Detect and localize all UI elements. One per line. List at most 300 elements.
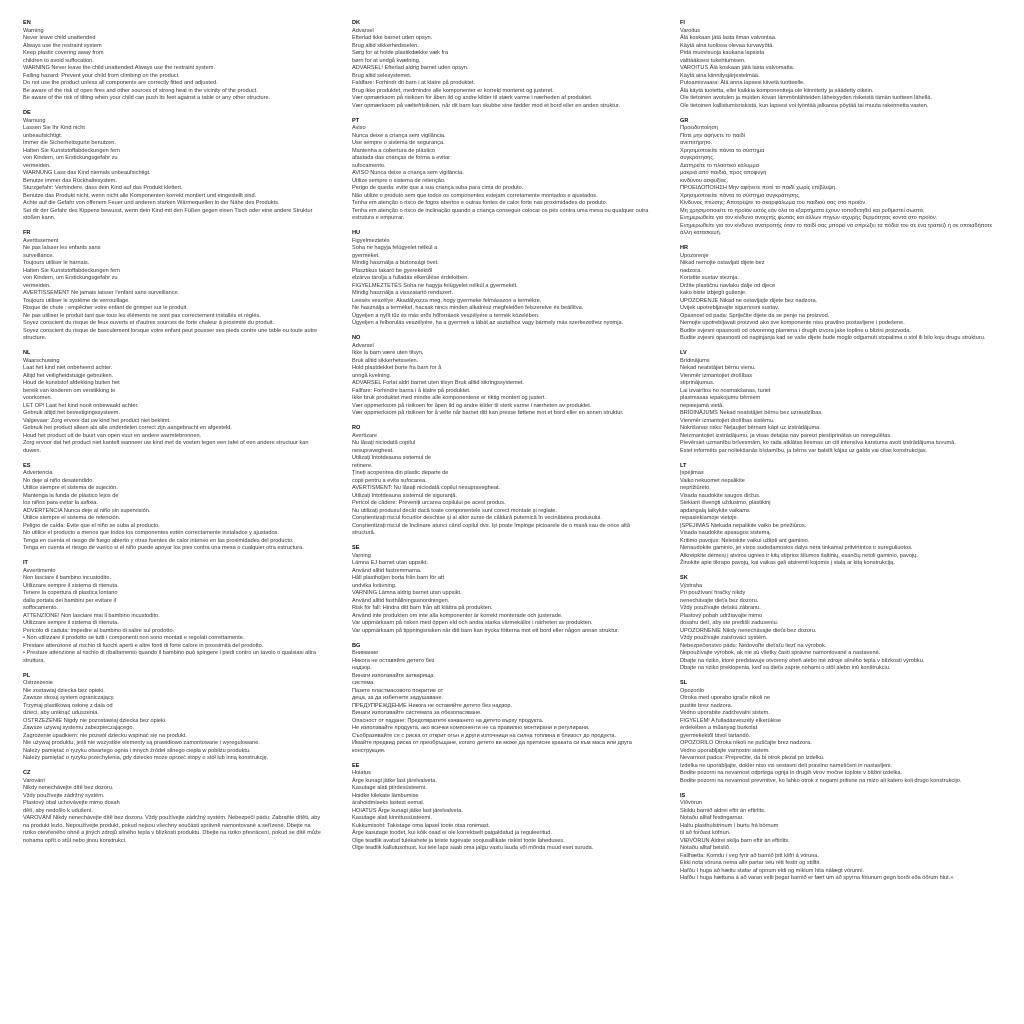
warning-line: Varování: [23, 777, 45, 784]
warning-line: Ενημερωθείτε για τον κίνδυνο ανατροπής όταν το παιδί σας μπορεί να σπρώξει τα πόδια του σε ένα τραπέζι ή σε οποιαδήποτε άλλη κατασκευή.: [680, 222, 993, 236]
warning-line: Ενημερωθείτε για τον κίνδυνο ανοιχτής φωτιάς και άλλων πηγών ισχυρής θερμότητας κοντά στο προϊόν.: [680, 215, 938, 221]
column-1: [23, 20, 323, 853]
warning-line: Držite plastičnu navlaku dalje od djece: [680, 282, 776, 289]
warning-line: Esiet informēts par noliekšanās bīstamību, ja bērns var balstīt kājas uz galda vai citas konstrukcijas.: [680, 447, 928, 454]
warning-section-cz: [23, 770, 323, 845]
language-code: FR: [23, 230, 31, 236]
warning-line: Var uppmärksam på tippningsrisken när ditt barn kan trycka fötterna mot ett bord eller någon annan struktur.: [352, 627, 619, 634]
warning-line: sufocamento.: [352, 162, 386, 169]
warning-line: HOIATUS Ärge kunagi jätke last järelvalveta.: [352, 807, 463, 814]
warning-section-it: [23, 560, 323, 665]
warning-line: Nikdy nenechávejte dítě bez dozoru.: [23, 785, 114, 791]
warning-line: Mantenga la funda de plástico lejos de: [23, 492, 119, 499]
warning-line: gyermekektől távol tartandó.: [680, 732, 751, 739]
warning-line: children to avoid suffocation.: [23, 57, 94, 64]
warning-line: Opozorilo: [680, 687, 704, 694]
warning-line: nepieejamā vietā.: [680, 402, 724, 409]
warning-line: Pievērsiet uzmanību brīvesmām, ko rada atklātas liesmas un citi intensīva karstuma avoti izstrādājuma tuvumā.: [680, 440, 956, 446]
warning-section-fr: [23, 230, 323, 343]
warning-line: Pericol de cădere: Preveniți urcarea copilului pe acest produs.: [352, 500, 506, 506]
warning-line: unngå kvelning.: [352, 372, 392, 379]
warning-line: érdekében a műanyag burkolat: [680, 725, 758, 731]
warning-line: BRĪDINĀJUMS Nekad neatstājiet bērnu bez uzraudzības.: [680, 410, 823, 416]
language-code: HU: [352, 230, 361, 236]
warning-section-fi: [680, 20, 1002, 110]
warning-line: Toujours utiliser le harnais.: [23, 260, 90, 266]
warning-line: Χρησιμοποιείτε πάντα το σύστημα συγκράτησης.: [680, 192, 801, 199]
warning-section-sk: [680, 575, 1002, 673]
warning-line: Advertencia: [23, 470, 53, 476]
warning-line: Varoitus: [680, 27, 701, 34]
warning-line: von Kindern, um Erstickungsgefahr zu: [23, 275, 118, 281]
language-code: HR: [680, 245, 689, 251]
warning-line: Žinokite apie tikrapo pavojų, kai vaikas gali atsiremti kojomis į stalą ar kitą konstrukciją.: [680, 560, 895, 566]
warning-line: Sei dir der Gefahr des Kippens bewusst, wenn dein Kind mit den Füßen gegen einen Tisch oder eine andere Struktur stoßen kann.: [23, 207, 313, 221]
warning-line: Atkreipkite dėmesį į atviros ugnies ir kitų stiprios šilumos šaltinių, esančių netoli gaminio, pavojų.: [680, 552, 918, 559]
warning-line: Avertissement: [23, 237, 59, 244]
warning-line: Opasnost od pada: Spriječite dijete da se penje na proizvod.: [680, 312, 830, 319]
warning-line: ανεπιτήρητο.: [680, 140, 713, 146]
warning-section-lv: [680, 350, 1002, 455]
warning-line: Kasutage alati piirdesüsteemi.: [352, 785, 427, 791]
warning-line: Avvertimento: [23, 567, 56, 574]
warning-line: FIGYELEM! A fulladásveszély elkerülése: [680, 717, 782, 724]
warning-line: bereik van kinderen om verstikking te: [23, 387, 116, 394]
warning-line: UPOZORENJE Nikad ne ostavljajte dijete bez nadzora.: [680, 297, 818, 304]
warning-line: pustite brez nadzora.: [680, 702, 733, 709]
warning-section-lt: [680, 463, 1002, 568]
warning-line: Viðvörun: [680, 800, 702, 806]
warning-line: Olge teadlik kallutusohust, kui teie laps saab oma jalgu vastu lauda või mõnda muud eset suruda.: [352, 845, 594, 851]
warning-section-bg: [352, 643, 652, 756]
warning-line: Halten Sie Kunststoffabdeckungen fern: [23, 267, 120, 274]
column-3: [680, 20, 1002, 890]
warning-line: välttääksesi tukehtumisen.: [680, 57, 746, 64]
warning-line: Vždy používajte detskú zábranu.: [680, 605, 761, 611]
warning-line: Kasutage alati kinnitussüsteemi.: [352, 815, 432, 821]
warning-line: Tenere la copertura di plastica lontano: [23, 590, 118, 596]
warning-section-es: [23, 463, 323, 553]
warning-line: Dbajte na riziko preklopenia, keď sa dieťa zaprie nohami o stôl alebo inú konštrukciu.: [680, 665, 891, 671]
warning-line: Ügyeljen a felborulás veszélyére, ha a gyermek a lábát az asztalhoz vagy bármely más szerkezethez nyomja.: [352, 320, 624, 326]
warning-line: Lassen Sie Ihr Kind nicht: [23, 125, 85, 131]
warning-line: No deje al niño desatendido.: [23, 477, 94, 484]
language-code: LV: [680, 350, 687, 356]
warning-line: nesupravegheat.: [352, 447, 394, 454]
warning-line: Χρησιμοποιείτε πάντα το σύστημα: [680, 147, 765, 154]
warning-line: Vienmēr izmantojiet drošības sistēmu.: [680, 417, 775, 424]
warning-line: Använd alltid fasthållningsanordningen.: [352, 597, 450, 604]
warning-section-ee: [352, 763, 652, 853]
warning-section-is: [680, 793, 1002, 883]
warning-line: Utilizați întotdeauna sistemul de: [352, 455, 431, 461]
warning-line: VIÐVÖRUN Aldrei skilja barn eftir án eftirlits.: [680, 837, 790, 844]
warning-line: Fallfare: Forhindre barna i å klatre på produktet.: [352, 387, 471, 394]
warning-line: Lai izvairītos no nosmakšanas, turiet: [680, 387, 771, 394]
warning-section-sl: [680, 680, 1002, 785]
warning-line: Не използвайте продукта, ако всички компоненти не са правилно монтирани и регулирани.: [352, 725, 590, 731]
warning-line: Vær oppmerksom på risikoen for å velte når barnet ditt kan presse føttene mot et bord eller en annen struktur.: [352, 410, 624, 416]
warning-line: Μη χρησιμοποιείτε το προϊόν εκτός εάν όλα τα εξαρτήματα έχουν τοποθετηθεί και ρυθμιστεί σωστά.: [680, 207, 925, 214]
warning-line: Tenha em atenção o risco de inclinação quando a criança conseguir colocar os pés contra uma mesa ou qualquer outra estrutura e empurrar.: [352, 207, 649, 221]
language-code: RO: [352, 425, 361, 431]
warning-line: Nu utilizați produsul decât dacă toate componentele sunt corect montate și reglate.: [352, 507, 557, 514]
warning-line: Ole tietoinen kallistumisriskistä, kun lapsesi voi työntää jalkansa pöytää tai muuta rakennetta vasten.: [680, 102, 929, 109]
warning-line: Pidä muovisuoja kaukana lapsista: [680, 50, 765, 56]
warning-line: Conștientizați riscul focurilor deschise și al altor surse de căldură puternică în vecinătatea produsului.: [352, 515, 602, 521]
warning-line: Warning: [23, 27, 44, 34]
warning-line: Zawsze używaj systemu zabezpieczającego.: [23, 725, 134, 731]
warning-line: Nikad nemojte ostavljati dijete bez: [680, 260, 765, 266]
warning-line: Ne pas utiliser le produit tant que tous les éléments ne sont pas correctement installés et réglés.: [23, 312, 261, 319]
language-code: PL: [23, 672, 31, 679]
warning-line: Съобразявайте се с риска от открит огън и други източници на силна топлина в близост до продукта.: [352, 732, 617, 739]
warning-line: κινδύνου ασφυξίας.: [680, 177, 729, 184]
warning-line: Kritimo pavojus: Neleiskite vaikui užlipti ant gaminio.: [680, 537, 810, 544]
warning-line: Benutze immer das Rückhaltesystem.: [23, 177, 117, 184]
warning-line: børn for at undgå kvælning.: [352, 57, 421, 64]
warning-line: Bodite pozorni na nevarnost prevrnitve, ko lahko otrok z nogami pritisne na mizo ali katero koli drugo konstrukcijo.: [680, 777, 962, 784]
warning-line: Benutze das Produkt nicht, wenn nicht alle Komponenten korrekt montiert und eingestellt sind.: [23, 192, 257, 199]
warning-line: Peligro de caída: Evite que el niño se suba al producto.: [23, 522, 160, 529]
language-code: SL: [680, 680, 688, 686]
warning-line: Brug altid sikkerhedsselen.: [352, 42, 419, 49]
warning-line: VAROVÁNÍ Nikdy nenechávejte dítě bez dozoru. Vždy používejte zádržný systém. Nebezpečí pádu: Zabraňte dítěti, aby na produkt lezlo. Nepoužívejte produkt, pokud nejsou všechny součásti správně namontované a seřízené. Dbejte na riziko otevřeného ohně a jiných zdrojů silného tepla v blízkosti produktu. Dbejte na riziko převrácení, pokud se dítě může nohama opřít o stůl nebo jinou konstrukci.: [23, 815, 321, 844]
warning-line: Utilizzare sempre il sistema di ritenuta.: [23, 582, 119, 589]
warning-line: Κίνδυνος πτώσης: Αποτρέψτε το σκαρφάλωμα του παιδιού σας στο προϊόν.: [680, 200, 867, 206]
warning-line: Skildu barnið aldrei eftir án eftirlits.: [680, 807, 766, 814]
warning-line: Ekki nota vöruna nema allir partar séu rétt festir og stilltir.: [680, 860, 821, 866]
warning-line: copii pentru a evita sufocarea.: [352, 477, 427, 484]
warning-line: Ostrzeżenie: [23, 680, 53, 686]
warning-line: OPOZORILO Otroka nikoli ne puščajte brez nadzora.: [680, 740, 812, 746]
language-code: NL: [23, 350, 31, 356]
warning-line: • Non utilizzare il prodotto se tutti i componenti non sono montati e regolati correttamente.: [23, 635, 245, 641]
warning-section-en: [23, 20, 323, 103]
warning-line: Laat het kind niet onbeheerd achter.: [23, 365, 113, 371]
warning-line: Soha ne hagyja felügyelet nélkül a: [352, 245, 438, 251]
warning-line: unbeaufsichtigt.: [23, 132, 63, 139]
warning-line: los niños para evitar la asfixia.: [23, 500, 98, 506]
warning-line: Achte auf die Gefahr von offenem Feuer und anderen starken Wärmequellen in der Nähe des Produkts.: [23, 200, 280, 206]
warning-line: Neizmantojiet izstrādājumu, ja visas detaļas nav pareizi piestiprinātas un noregulētas.: [680, 432, 892, 439]
warning-line: VAROITUS Älä koskaan jätä lasta valvomatta.: [680, 65, 795, 71]
warning-line: Gebruik het product alleen als alle onderdelen correct zijn aangebracht en afgesteld.: [23, 425, 232, 431]
warning-line: Hafðu í huga hættuna á að varan velti þegar barnið er fært um að spyrna fótunum gegn borði eða öðrum hlut.»: [680, 875, 954, 881]
warning-line: Brug ikke produktet, medmindre alle komponenter er korrekt monteret og justeret.: [352, 87, 554, 94]
warning-line: Bruk alltid sikkerhetsselen.: [352, 357, 419, 364]
warning-line: Vždy používejte zádržný systém.: [23, 792, 105, 799]
warning-line: Be aware of the risk of open fires and other sources of strong heat in the vicinity of the product.: [23, 87, 258, 94]
warning-line: Halten Sie Kunststoffabdeckungen fern: [23, 147, 120, 154]
warning-line: система.: [352, 680, 375, 686]
warning-line: Výstraha: [680, 582, 703, 589]
warning-line: Nemojte upotrebljavati proizvod ako sve komponente nisu pravilno postavljene i podešene.: [680, 320, 905, 326]
language-code: ES: [23, 462, 31, 469]
warning-line: Внимание: [352, 650, 379, 656]
warning-line: Utilizzare sempre il sistema di ritenuta.: [23, 620, 119, 626]
warning-line: Efterlad ikke barnet uden opsyn.: [352, 35, 433, 41]
warning-line: OSTRZEŻENIE Nigdy nie pozostawiaj dziecka bez opieki.: [23, 717, 167, 724]
warning-line: Aviso: [352, 125, 366, 131]
warning-line: Mindig használja a visszatartó rendszert.: [352, 290, 454, 296]
warning-line: Never leave child unattended: [23, 35, 96, 41]
warning-line: Hoidke kilekate lämbumise: [352, 792, 419, 799]
warning-line: Izdelka ne uporabljajte, dokler niso vsi sestavni deli pravilno nameščeni in nastavljeni.: [680, 762, 893, 769]
warning-line: neprižiūrėto.: [680, 485, 711, 491]
warning-line: Ikke bruk produktet med mindre alle komponentene er riktig montert og justert.: [352, 395, 547, 401]
warning-line: Nepoužívajte výrobok, ak nie sú všetky časti správne namontované a nastavené.: [680, 650, 881, 656]
warning-line: Țineți acoperirea din plastic departe de: [352, 470, 449, 476]
warning-line: Ikke la barn være uten tilsyn.: [352, 350, 424, 356]
warning-line: Nokrišanas risks: Neļaujiet bērnam kāpt uz izstrādājuma.: [680, 425, 821, 431]
warning-line: ADVARSEL Forlat aldri barnet uten tilsyn Bruk alltid sikringssystemet.: [352, 380, 524, 386]
warning-line: Be aware of the risk of tilting when your child can push its feet against a table or any other structure.: [23, 95, 271, 101]
warning-line: soffocamento.: [23, 605, 59, 611]
warning-line: VARNING Lämna aldrig barnet utan uppsikt.: [352, 590, 462, 596]
warning-line: Visada naudokite saugos diržus.: [680, 492, 761, 499]
warning-line: AVERTISMENT: Nu lăsați niciodată copilul nesupravegheat.: [352, 485, 501, 491]
warning-line: надзор.: [352, 665, 372, 671]
warning-line: Olge teadlik avatud tulekahete ja teiste tugevate soojusallikate riskist toote läheduses.: [352, 837, 565, 844]
warning-line: Hafðu í huga að hættu stafar af opnum eldi og miklum hita nálægt vörunni.: [680, 867, 865, 874]
warning-line: Perigo de queda: evite que a sua criança suba para cima do produto.: [352, 185, 524, 191]
warning-line: Upozorenje: [680, 252, 709, 259]
language-code: EE: [352, 762, 360, 769]
warning-line: • Prestare attenzione al rischio di ribaltamento quando il bambino può spingere i piedi contro un tavolo o qualsiasi altra struttura.: [23, 650, 317, 664]
warning-line: Mantenha a cobertura de plástico: [352, 147, 436, 154]
warning-line: Fallhætta: Komdu í veg fyrir að barnið þitt klifri á vöruna.: [680, 852, 819, 859]
warning-line: Nevarnost padca: Preprečite, da bi otrok plezal po izdelku.: [680, 755, 825, 761]
warning-line: Įspėjimas: [680, 470, 704, 476]
warning-line: WARNING Never leave the child unattended.Always use the restraint system.: [23, 65, 215, 71]
warning-line: Brīdinājums: [680, 357, 710, 364]
warning-line: Notaðu alltaf festingarnar.: [680, 815, 744, 821]
warning-line: Conștientizați riscul de înclinare atunci când copilul dvs. își poate împinge picioarele de o masă sau de orice altă structură.: [352, 522, 630, 536]
warning-line: ADVERTENCIA Nunca deje al niño sin supervisión.: [23, 507, 151, 514]
warning-line: Nu lăsați niciodată copilul: [352, 440, 416, 446]
warning-line: Vær oppmerksom på risikoen for åpen ild og andre kilder til sterk varme i nærheten av produktet.: [352, 402, 592, 409]
warning-line: Vaiko nekuomet nepalikite: [680, 477, 745, 484]
warning-line: FIGYELMEZTETÉS Soha ne hagyja felügyelet nélkül a gyermekét.: [352, 282, 518, 289]
warning-line: Ügyeljen a nyílt tűz és más erős hőforrások veszélyére a termék közelében.: [352, 312, 540, 319]
warning-line: μακριά από παιδιά, προς αποφυγή: [680, 170, 767, 176]
warning-line: Brug altid selesystemet.: [352, 72, 412, 79]
warning-line: ADVARSEL! Efterlad aldrig barnet uden opsyn.: [352, 65, 469, 71]
warning-line: Zawsze stosuj system ograniczający.: [23, 695, 115, 701]
warning-line: деца, за да избегнете задушаване.: [352, 695, 444, 701]
warning-line: Always use the restraint system: [23, 42, 102, 49]
warning-section-pt: [352, 118, 652, 223]
warning-line: Ärge kasutage toodet, kui kõik osad ei ole korrektselt paigaldatud ja reguleeritud.: [352, 830, 552, 836]
language-code: PT: [352, 117, 360, 124]
warning-line: Kukkumisoht: Takistage oma lapsel toote otsa ronimast.: [352, 822, 490, 829]
warning-line: nadzora.: [680, 267, 702, 274]
warning-line: plastmasas iepakojumu bērniem: [680, 395, 761, 401]
warning-line: Hold plastdekket borte fra barn for å: [352, 365, 442, 371]
warning-line: nenechávajte dieťa bez dozoru.: [680, 597, 759, 604]
warning-line: Leesés veszélye: Akadályozza meg, hogy gyermeke felmásszon a termékre.: [352, 297, 542, 304]
warning-line: dalla portata dei bambini per evitare il: [23, 597, 116, 604]
warning-line: Mindig használja a biztonsági övet.: [352, 260, 439, 266]
language-code: SK: [680, 575, 688, 581]
warning-line: ĮSPĖJIMAS Niekada nepalikite vaiko be priežiūros.: [680, 522, 807, 529]
warning-line: Nie używaj produktu, jeśli nie wszystkie elementy są prawidłowo zamontowane i wyregulowane.: [23, 740, 260, 746]
language-code: IS: [680, 792, 686, 799]
warning-line: Plastový obal uchovávejte mimo dosah: [23, 800, 120, 806]
warning-line: Älä koskaan jätä lasta ilman valvontaa.: [680, 35, 777, 41]
warning-line: Figyelmeztetés: [352, 237, 390, 244]
warning-line: Винаги използвайте системата за обезопасяване.: [352, 710, 482, 716]
warning-line: Hoiatus: [352, 770, 371, 776]
warning-line: Varning: [352, 552, 371, 559]
warning-line: συγκράτησης.: [680, 155, 715, 161]
warning-line: Vedno uporabljajte varnostni sistem.: [680, 747, 770, 754]
warning-line: nepasiekiamoje vietoje.: [680, 515, 739, 521]
language-code: DE: [23, 110, 31, 116]
warning-line: Sørg for at holde plastikdække væk fra: [352, 50, 449, 56]
warning-line: Risk för fall: Hindra ditt barn från att klättra på produkten.: [352, 605, 493, 611]
warning-line: Pericolo di caduta: impedire al bambino di salire sul prodotto.: [23, 627, 175, 634]
warning-line: Käytä aina kiinnitysjärjestelmää.: [680, 72, 760, 79]
warning-line: Haltu plasthulstrinum í burtu frá börnum: [680, 822, 779, 829]
warning-line: Valgevaar: Zorg ervoor dat uw kind het product niet beklimt.: [23, 417, 171, 424]
warning-line: vermeiden.: [23, 282, 51, 289]
warning-line: dzieci, aby uniknąć uduszenia.: [23, 710, 99, 716]
warning-line: Tenha em atenção o risco de fogos abertos e outras fontes de calor forte nas proximidades do produto.: [352, 200, 608, 206]
warning-line: Προειδοποίηση: [680, 125, 719, 131]
warning-section-hu: [352, 230, 652, 328]
warning-line: dětí, aby nedošlo k udušení.: [23, 807, 93, 814]
warning-line: Plastový pobah udržiavajte mimo: [680, 612, 763, 619]
warning-line: Advarsel: [352, 27, 374, 34]
warning-line: Utilice siempre el sistema de retención.: [23, 515, 121, 521]
warning-line: Vær opmærksom på væltefrisikoen, når dit barn kan skubbe sine fødder mod et bord eller en anden struktur.: [352, 102, 621, 109]
warning-line: Prestare attenzione al rischio di fuochi aperti e altre fonti di forte calore in prossimità del prodotto.: [23, 642, 264, 649]
language-code: CZ: [23, 770, 31, 776]
warning-line: Houd de kunststof afdekking buiten het: [23, 380, 120, 386]
warning-line: Винаги използвайте затваряща: [352, 672, 434, 679]
warning-line: UPOZORNENIE Nikdy nenechávajte dieťa bez dozoru.: [680, 627, 817, 634]
warning-line: Ne pas laisser les enfants sans: [23, 245, 101, 251]
warning-line: ПРЕДУПРЕЖДЕНИЕ Никога не оставяйте детето без надзор.: [352, 702, 513, 709]
warning-line: ATTENZIONE! Non lasciare mai il bambino incustodito.: [23, 612, 160, 619]
warning-line: Uvijek upotrebljavajte sigurnosni sustav.: [680, 305, 780, 311]
warning-line: Budite svjesni opasnosti od otvorenog plamena i drugih izvora jake topline u blizini proizvoda.: [680, 327, 912, 334]
warning-line: Vær opmærksom på risikoen for åben ild og andre kilder til stærk varme i nærheden af produktet.: [352, 95, 593, 101]
warning-line: Håll plastholjen borta från barn för att: [352, 575, 445, 581]
warning-line: Nunca deixe a criança sem vigilância.: [352, 132, 446, 139]
language-code: DK: [352, 20, 361, 26]
warning-line: Ne használja a terméket, hacsak nincs minden alkatrész megfelelően felszerelve és beállítva.: [352, 305, 584, 311]
language-code: GR: [680, 117, 689, 124]
warning-line: afastada das crianças de forma a evitar: [352, 155, 450, 161]
warning-line: Putoamisvaara: Älä anna lapsesi kiivetä tuotteelle.: [680, 80, 805, 86]
warning-section-no: [352, 335, 652, 418]
warning-line: gyermeket.: [352, 252, 380, 259]
warning-line: von Kindern, um Erstickungsgefahr zu: [23, 155, 118, 161]
warning-line: Use sempre o sistema de segurança.: [352, 140, 445, 146]
warning-line: apdangalą laikykite vaikams: [680, 507, 750, 514]
language-code: SE: [352, 545, 360, 551]
warning-line: Advarsel: [352, 342, 374, 349]
warning-line: Nekad neatstājiet bērnu vienu.: [680, 365, 756, 371]
warning-line: Käytä aina tuolissa olevaa turvavyötä.: [680, 42, 774, 49]
warning-line: Bodite pozorni na nevarnost odprtega ognja in drugih virov močne toplote v bližini izdelka.: [680, 770, 903, 776]
warning-section-dk: [352, 20, 652, 110]
warning-line: Пазете пластмасовото покритие от: [352, 687, 444, 694]
warning-line: Soyez conscient du risque de basculement lorsque votre enfant peut pousser ses pieds contre une table ou toute autre structure.: [23, 327, 318, 341]
warning-line: kako biste izbjegli gušenje.: [680, 290, 747, 296]
warning-line: retinere.: [352, 462, 373, 469]
warning-line: No utilice el producto a menos que todos los componentes estén correctamente instalados y ajustados.: [23, 530, 279, 536]
warning-line: Никога не оставяйте детето без: [352, 657, 435, 664]
warning-line: AVERTISSEMENT Ne jamais laisser l'enfant sans surveillance.: [23, 290, 180, 296]
warning-line: Utilize sempre o sistema de retenção.: [352, 177, 446, 184]
warning-line: Nebezpečenstvo pádu: Nedovoľte dieťaťu liezť na výrobok.: [680, 642, 827, 649]
warning-section-pl: [23, 673, 323, 763]
warning-line: Sturzgefahr: Verhindere, dass dein Kind auf das Produkt klettert.: [23, 185, 183, 191]
warning-line: Falling hazard: Prevent your child from climbing on the product.: [23, 72, 180, 79]
warning-line: Plasztikus takaró be gyerekektől: [352, 267, 433, 274]
warning-line: Należy pamiętać o ryzyku przechylenia, gdy dziecko może oprzeć stopy o stół lub inną konstrukcję.: [23, 755, 269, 761]
warning-line: WARNUNG Lass das Kind niemals unbeaufsichtigt.: [23, 170, 151, 176]
language-code: EN: [23, 20, 31, 26]
warning-line: Ole tietoinen avotulen ja muiden kovan lämmönlähteiden läheisyyden riskeistä tämän tuotteen lähellä.: [680, 95, 932, 101]
warning-line: Do not use the product unless all components are correctly fitted and adjusted.: [23, 80, 218, 86]
warning-line: Utilizați întotdeauna sistemul de siguranță.: [352, 492, 458, 499]
warning-line: elzárva tárolja a fulladás elkerülése érdekében.: [352, 275, 469, 281]
warning-line: AVISO Nunca deixe a criança sem vigilância.: [352, 170, 464, 176]
warning-line: Trzymaj plastikową osłonę z dala od: [23, 702, 113, 709]
warning-line: Vedno uporabite zadrževalni sistem.: [680, 710, 770, 716]
warning-line: Använd alltid fastremmarna.: [352, 567, 422, 574]
warning-line: LET OP! Laat het kind nooit onbewaakt achter.: [23, 402, 139, 409]
warning-section-nl: [23, 350, 323, 455]
warning-line: Risque de chute : empêcher votre enfant de grimper sur le produit.: [23, 305, 188, 311]
warning-line: Należy pamiętać o ryzyku otwartego ognia i innych źródeł silnego ciepła w pobliżu produktu.: [23, 747, 251, 754]
warning-line: Otroka med uporabo igrače nikoli ne: [680, 695, 771, 701]
warning-line: Имайте предвид риска от преобръщане, когато детето ви може да притисне краката си към маса или друга конструкция.: [352, 740, 632, 754]
language-code: FI: [680, 20, 685, 26]
column-2: [352, 20, 652, 860]
language-code: LT: [680, 462, 687, 469]
warning-section-ro: [352, 425, 652, 538]
warning-line: Utilice siempre el sistema de sujeción.: [23, 485, 118, 491]
warning-line: Non lasciare il bambino incustodito.: [23, 575, 111, 581]
warning-line: ΠΡΟΕΙΔΟΠΟΙΗΣΗ Μην αφήνετε ποτέ το παιδί χωρίς επίβλεψη.: [680, 185, 837, 191]
warning-line: Soyez conscient du risque de feux ouverts et d'autres sources de forte chaleur à proximité du produit.: [23, 320, 275, 326]
warning-line: Nenaudokite gaminio, jei visos sudedamosios dalys nėra tinkamai pritvirtintos ir sureguliuotos.: [680, 545, 913, 551]
warning-line: Tenga en cuenta el riesgo de vuelco si el niño puede apoyar los pies contra una mesa o cualquier otra estructura.: [23, 545, 304, 551]
warning-line: Koristite sustav steznja.: [680, 275, 739, 281]
warning-line: voorkomen.: [23, 395, 53, 401]
warning-line: Budite svjesni opasnosti od naginjanja kad se vaše dijete bude moglo odgurnuti stopalima o stol ili bilo koju drugu strukturu.: [680, 335, 986, 341]
warning-line: dosahu detí, aby ste predišli zaduseniu.: [680, 620, 779, 626]
warning-line: Lämna EJ barnet utan uppsikt.: [352, 560, 428, 566]
warning-line: Altijd het veiligheidstuigje gebruiken.: [23, 372, 114, 379]
warning-line: Waarschuwing: [23, 357, 60, 364]
warning-line: ärahoidmiseks lastest eemal.: [352, 800, 425, 806]
language-code: IT: [23, 560, 28, 566]
warning-line: Toujours utiliser le système de verrouillage.: [23, 297, 130, 304]
warning-line: Zagrożenie upadkiem: nie pozwól dziecku wspinać się na produkt.: [23, 732, 187, 739]
warning-line: Pri používaní hračky nikdy: [680, 590, 746, 596]
language-code: NO: [352, 335, 361, 341]
warning-line: Älä käytä tuotetta, ellei kaikkia komponentteja ole kiinnitetty ja säädetty oikein.: [680, 87, 874, 94]
warning-line: Ärge kunagi jätke last järelvalveta.: [352, 777, 437, 784]
warning-line: Διατηρείτε το πλαστικό κάλυμμα: [680, 162, 759, 169]
